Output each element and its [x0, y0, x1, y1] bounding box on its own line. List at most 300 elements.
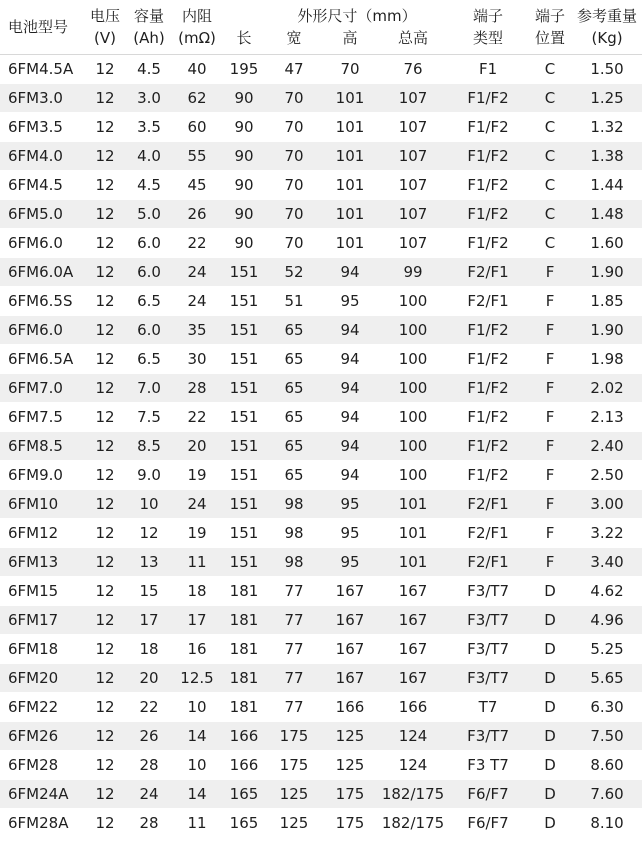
- cell-capacity: 9.0: [126, 461, 172, 490]
- cell-model: 6FM7.5: [0, 403, 84, 432]
- cell-terminal-position: D: [528, 635, 572, 664]
- cell-capacity: 8.5: [126, 432, 172, 461]
- table-row: [0, 635, 642, 664]
- cell-total-height: 124: [378, 751, 448, 780]
- cell-width: 175: [266, 751, 322, 780]
- cell-length: 151: [222, 316, 266, 345]
- table-row: [0, 171, 642, 200]
- cell-capacity: 3.5: [126, 113, 172, 142]
- cell-weight: 7.50: [572, 722, 642, 751]
- cell-height: 101: [322, 142, 378, 171]
- cell-capacity: 28: [126, 809, 172, 838]
- table-row: [0, 461, 642, 490]
- cell-length: 165: [222, 809, 266, 838]
- cell-terminal-type: F2/F1: [448, 287, 528, 316]
- cell-total-height: 76: [378, 55, 448, 84]
- cell-voltage: 12: [84, 548, 126, 577]
- table-row: [0, 345, 642, 374]
- header-width-label: 宽: [286, 29, 302, 47]
- cell-total-height: 101: [378, 519, 448, 548]
- cell-height: 101: [322, 200, 378, 229]
- cell-voltage: 12: [84, 84, 126, 113]
- cell-weight: 7.60: [572, 780, 642, 809]
- cell-model: 6FM18: [0, 635, 84, 664]
- cell-terminal-position: C: [528, 200, 572, 229]
- table-row: [0, 722, 642, 751]
- cell-weight: 2.50: [572, 461, 642, 490]
- cell-total-height: 100: [378, 432, 448, 461]
- cell-width: 77: [266, 635, 322, 664]
- header-capacity-label: 容量: [133, 7, 164, 25]
- cell-voltage: 12: [84, 229, 126, 258]
- cell-total-height: 100: [378, 403, 448, 432]
- cell-terminal-position: F: [528, 287, 572, 316]
- cell-width: 65: [266, 461, 322, 490]
- cell-terminal-type: F1/F2: [448, 316, 528, 345]
- cell-resistance: 18: [172, 577, 222, 606]
- cell-resistance: 28: [172, 374, 222, 403]
- cell-voltage: 12: [84, 693, 126, 722]
- cell-weight: 1.32: [572, 113, 642, 142]
- cell-model: 6FM6.0: [0, 229, 84, 258]
- cell-weight: 1.50: [572, 55, 642, 84]
- cell-weight: 1.90: [572, 316, 642, 345]
- cell-terminal-position: C: [528, 55, 572, 84]
- cell-voltage: 12: [84, 606, 126, 635]
- cell-weight: 1.48: [572, 200, 642, 229]
- cell-terminal-type: F1/F2: [448, 345, 528, 374]
- table-row: [0, 374, 642, 403]
- cell-terminal-type: F1/F2: [448, 200, 528, 229]
- cell-model: 6FM20: [0, 664, 84, 693]
- cell-width: 98: [266, 519, 322, 548]
- cell-resistance: 14: [172, 722, 222, 751]
- cell-voltage: 12: [84, 258, 126, 287]
- cell-terminal-position: D: [528, 780, 572, 809]
- cell-voltage: 12: [84, 432, 126, 461]
- cell-capacity: 17: [126, 606, 172, 635]
- cell-capacity: 6.0: [126, 258, 172, 287]
- cell-voltage: 12: [84, 374, 126, 403]
- cell-model: 6FM3.5: [0, 113, 84, 142]
- cell-model: 6FM7.0: [0, 374, 84, 403]
- cell-capacity: 13: [126, 548, 172, 577]
- header-weight: [572, 0, 642, 55]
- cell-capacity: 4.5: [126, 171, 172, 200]
- cell-height: 94: [322, 316, 378, 345]
- cell-length: 151: [222, 258, 266, 287]
- table-row: [0, 519, 642, 548]
- cell-capacity: 26: [126, 722, 172, 751]
- cell-weight: 5.25: [572, 635, 642, 664]
- cell-resistance: 11: [172, 548, 222, 577]
- cell-terminal-position: D: [528, 722, 572, 751]
- cell-terminal-type: F3/T7: [448, 577, 528, 606]
- cell-terminal-type: F6/F7: [448, 780, 528, 809]
- cell-capacity: 24: [126, 780, 172, 809]
- cell-terminal-position: F: [528, 548, 572, 577]
- cell-length: 151: [222, 374, 266, 403]
- cell-terminal-type: F3/T7: [448, 722, 528, 751]
- cell-terminal-type: F2/F1: [448, 490, 528, 519]
- cell-capacity: 6.5: [126, 345, 172, 374]
- cell-weight: 4.62: [572, 577, 642, 606]
- cell-height: 167: [322, 577, 378, 606]
- cell-voltage: 12: [84, 113, 126, 142]
- table-row: [0, 432, 642, 461]
- cell-total-height: 101: [378, 490, 448, 519]
- cell-length: 90: [222, 84, 266, 113]
- cell-height: 101: [322, 84, 378, 113]
- cell-total-height: 107: [378, 84, 448, 113]
- cell-width: 52: [266, 258, 322, 287]
- cell-height: 95: [322, 548, 378, 577]
- cell-capacity: 15: [126, 577, 172, 606]
- header-position-sub: 位置: [535, 29, 566, 47]
- header-terminal-sub: 类型: [473, 29, 504, 47]
- cell-terminal-position: D: [528, 809, 572, 838]
- header-model-label: 电池型号: [8, 18, 69, 36]
- cell-weight: 1.44: [572, 171, 642, 200]
- cell-height: 167: [322, 606, 378, 635]
- cell-terminal-position: F: [528, 258, 572, 287]
- cell-total-height: 124: [378, 722, 448, 751]
- cell-weight: 8.60: [572, 751, 642, 780]
- cell-resistance: 24: [172, 258, 222, 287]
- cell-width: 65: [266, 374, 322, 403]
- cell-weight: 1.90: [572, 258, 642, 287]
- cell-resistance: 26: [172, 200, 222, 229]
- cell-length: 151: [222, 287, 266, 316]
- cell-weight: 3.40: [572, 548, 642, 577]
- cell-height: 95: [322, 490, 378, 519]
- cell-height: 167: [322, 635, 378, 664]
- cell-height: 95: [322, 287, 378, 316]
- cell-total-height: 182/175: [378, 780, 448, 809]
- cell-total-height: 100: [378, 316, 448, 345]
- cell-length: 90: [222, 200, 266, 229]
- cell-model: 6FM24A: [0, 780, 84, 809]
- cell-model: 6FM15: [0, 577, 84, 606]
- cell-terminal-type: F1/F2: [448, 84, 528, 113]
- cell-model: 6FM4.0: [0, 142, 84, 171]
- cell-voltage: 12: [84, 403, 126, 432]
- cell-weight: 3.00: [572, 490, 642, 519]
- header-model: [0, 0, 84, 55]
- cell-voltage: 12: [84, 780, 126, 809]
- cell-voltage: 12: [84, 142, 126, 171]
- header-resistance-label: 内阻: [181, 7, 212, 25]
- cell-width: 70: [266, 229, 322, 258]
- cell-capacity: 5.0: [126, 200, 172, 229]
- header-total-height-label: 总高: [397, 29, 428, 47]
- cell-height: 125: [322, 722, 378, 751]
- cell-resistance: 22: [172, 403, 222, 432]
- cell-terminal-type: F2/F1: [448, 519, 528, 548]
- header-terminal: [448, 0, 528, 55]
- cell-width: 70: [266, 113, 322, 142]
- cell-model: 6FM4.5: [0, 171, 84, 200]
- cell-capacity: 22: [126, 693, 172, 722]
- cell-terminal-position: C: [528, 84, 572, 113]
- cell-height: 175: [322, 780, 378, 809]
- cell-weight: 1.98: [572, 345, 642, 374]
- cell-resistance: 10: [172, 751, 222, 780]
- cell-length: 166: [222, 722, 266, 751]
- cell-length: 90: [222, 142, 266, 171]
- cell-terminal-position: F: [528, 432, 572, 461]
- cell-width: 125: [266, 780, 322, 809]
- cell-height: 94: [322, 374, 378, 403]
- cell-capacity: 20: [126, 664, 172, 693]
- cell-weight: 1.38: [572, 142, 642, 171]
- cell-terminal-type: F6/F7: [448, 809, 528, 838]
- cell-model: 6FM5.0: [0, 200, 84, 229]
- cell-terminal-type: F1/F2: [448, 113, 528, 142]
- cell-height: 125: [322, 751, 378, 780]
- cell-length: 151: [222, 519, 266, 548]
- cell-voltage: 12: [84, 461, 126, 490]
- cell-resistance: 24: [172, 287, 222, 316]
- cell-resistance: 19: [172, 461, 222, 490]
- cell-total-height: 166: [378, 693, 448, 722]
- cell-width: 77: [266, 577, 322, 606]
- cell-voltage: 12: [84, 55, 126, 84]
- cell-length: 181: [222, 577, 266, 606]
- cell-width: 47: [266, 55, 322, 84]
- cell-weight: 2.02: [572, 374, 642, 403]
- cell-width: 65: [266, 432, 322, 461]
- cell-capacity: 18: [126, 635, 172, 664]
- cell-model: 6FM10: [0, 490, 84, 519]
- table-row: [0, 403, 642, 432]
- cell-terminal-position: D: [528, 606, 572, 635]
- cell-terminal-type: F1/F2: [448, 374, 528, 403]
- table-row: [0, 258, 642, 287]
- cell-weight: 2.40: [572, 432, 642, 461]
- cell-total-height: 99: [378, 258, 448, 287]
- cell-length: 90: [222, 229, 266, 258]
- cell-weight: 5.65: [572, 664, 642, 693]
- cell-terminal-type: F1/F2: [448, 142, 528, 171]
- cell-voltage: 12: [84, 809, 126, 838]
- cell-width: 98: [266, 548, 322, 577]
- cell-resistance: 22: [172, 229, 222, 258]
- cell-capacity: 7.5: [126, 403, 172, 432]
- cell-total-height: 167: [378, 577, 448, 606]
- cell-width: 175: [266, 722, 322, 751]
- table-row: [0, 577, 642, 606]
- cell-weight: 2.13: [572, 403, 642, 432]
- header-dimensions: [266, 0, 448, 55]
- cell-voltage: 12: [84, 287, 126, 316]
- cell-weight: 1.60: [572, 229, 642, 258]
- cell-capacity: 12: [126, 519, 172, 548]
- cell-total-height: 182/175: [378, 809, 448, 838]
- table-row: [0, 490, 642, 519]
- cell-total-height: 100: [378, 287, 448, 316]
- cell-total-height: 100: [378, 345, 448, 374]
- table-row: [0, 809, 642, 838]
- cell-width: 70: [266, 200, 322, 229]
- header-position: [528, 0, 572, 55]
- cell-weight: 8.10: [572, 809, 642, 838]
- cell-model: 6FM17: [0, 606, 84, 635]
- cell-width: 51: [266, 287, 322, 316]
- cell-height: 94: [322, 403, 378, 432]
- cell-length: 90: [222, 113, 266, 142]
- cell-height: 94: [322, 345, 378, 374]
- cell-voltage: 12: [84, 345, 126, 374]
- cell-voltage: 12: [84, 316, 126, 345]
- cell-resistance: 45: [172, 171, 222, 200]
- cell-terminal-type: F3/T7: [448, 606, 528, 635]
- cell-capacity: 6.0: [126, 229, 172, 258]
- cell-resistance: 16: [172, 635, 222, 664]
- cell-terminal-type: T7: [448, 693, 528, 722]
- cell-resistance: 55: [172, 142, 222, 171]
- cell-model: 6FM28: [0, 751, 84, 780]
- cell-voltage: 12: [84, 200, 126, 229]
- cell-width: 77: [266, 606, 322, 635]
- cell-height: 101: [322, 113, 378, 142]
- cell-resistance: 10: [172, 693, 222, 722]
- cell-weight: 4.96: [572, 606, 642, 635]
- cell-voltage: 12: [84, 577, 126, 606]
- cell-total-height: 167: [378, 635, 448, 664]
- header-resistance-unit: (mΩ): [178, 29, 216, 47]
- cell-voltage: 12: [84, 490, 126, 519]
- cell-resistance: 60: [172, 113, 222, 142]
- cell-voltage: 12: [84, 171, 126, 200]
- cell-height: 166: [322, 693, 378, 722]
- cell-model: 6FM4.5A: [0, 55, 84, 84]
- cell-length: 151: [222, 548, 266, 577]
- cell-width: 125: [266, 809, 322, 838]
- table-header: [0, 0, 642, 55]
- header-voltage-unit: (V): [94, 29, 116, 47]
- cell-capacity: 3.0: [126, 84, 172, 113]
- header-capacity-unit: (Ah): [133, 29, 165, 47]
- cell-resistance: 19: [172, 519, 222, 548]
- cell-terminal-position: F: [528, 316, 572, 345]
- cell-total-height: 107: [378, 113, 448, 142]
- cell-height: 95: [322, 519, 378, 548]
- table-row: [0, 113, 642, 142]
- cell-model: 6FM6.0A: [0, 258, 84, 287]
- cell-voltage: 12: [84, 664, 126, 693]
- header-position-label: 端子: [535, 7, 566, 25]
- cell-length: 151: [222, 490, 266, 519]
- header-capacity: [126, 0, 172, 55]
- cell-width: 65: [266, 403, 322, 432]
- header-voltage: [84, 0, 126, 55]
- cell-total-height: 167: [378, 664, 448, 693]
- cell-terminal-position: C: [528, 229, 572, 258]
- table-row: [0, 693, 642, 722]
- table-row: [0, 548, 642, 577]
- header-weight-unit: (Kg): [591, 29, 623, 47]
- header-terminal-label: 端子: [473, 7, 504, 25]
- header-voltage-label: 电压: [89, 7, 120, 25]
- cell-resistance: 17: [172, 606, 222, 635]
- cell-resistance: 24: [172, 490, 222, 519]
- table-row: [0, 664, 642, 693]
- header-resistance: [172, 0, 222, 55]
- cell-resistance: 20: [172, 432, 222, 461]
- cell-weight: 1.25: [572, 84, 642, 113]
- cell-terminal-position: D: [528, 577, 572, 606]
- cell-total-height: 167: [378, 606, 448, 635]
- cell-terminal-type: F3/T7: [448, 635, 528, 664]
- cell-capacity: 28: [126, 751, 172, 780]
- cell-model: 6FM12: [0, 519, 84, 548]
- cell-terminal-type: F1: [448, 55, 528, 84]
- cell-terminal-position: D: [528, 664, 572, 693]
- table-row: [0, 751, 642, 780]
- cell-voltage: 12: [84, 751, 126, 780]
- cell-capacity: 6.0: [126, 316, 172, 345]
- cell-width: 77: [266, 664, 322, 693]
- cell-total-height: 100: [378, 461, 448, 490]
- cell-model: 6FM22: [0, 693, 84, 722]
- cell-total-height: 107: [378, 171, 448, 200]
- cell-model: 6FM6.5A: [0, 345, 84, 374]
- table-row: [0, 84, 642, 113]
- cell-resistance: 11: [172, 809, 222, 838]
- table-row: [0, 780, 642, 809]
- cell-length: 151: [222, 345, 266, 374]
- cell-weight: 3.22: [572, 519, 642, 548]
- cell-length: 181: [222, 664, 266, 693]
- cell-capacity: 4.5: [126, 55, 172, 84]
- cell-resistance: 12.5: [172, 664, 222, 693]
- cell-terminal-position: F: [528, 374, 572, 403]
- cell-length: 151: [222, 461, 266, 490]
- cell-weight: 1.85: [572, 287, 642, 316]
- cell-model: 6FM13: [0, 548, 84, 577]
- cell-height: 101: [322, 229, 378, 258]
- cell-height: 94: [322, 258, 378, 287]
- table-row: [0, 55, 642, 84]
- cell-voltage: 12: [84, 722, 126, 751]
- cell-total-height: 100: [378, 374, 448, 403]
- cell-length: 151: [222, 432, 266, 461]
- cell-length: 90: [222, 171, 266, 200]
- table-row: [0, 287, 642, 316]
- cell-length: 181: [222, 606, 266, 635]
- cell-length: 195: [222, 55, 266, 84]
- cell-total-height: 107: [378, 142, 448, 171]
- cell-resistance: 62: [172, 84, 222, 113]
- cell-terminal-position: F: [528, 345, 572, 374]
- cell-model: 6FM3.0: [0, 84, 84, 113]
- cell-terminal-type: F2/F1: [448, 258, 528, 287]
- cell-resistance: 40: [172, 55, 222, 84]
- cell-capacity: 10: [126, 490, 172, 519]
- cell-terminal-type: F2/F1: [448, 548, 528, 577]
- cell-capacity: 4.0: [126, 142, 172, 171]
- cell-voltage: 12: [84, 635, 126, 664]
- cell-terminal-type: F1/F2: [448, 229, 528, 258]
- cell-terminal-position: F: [528, 461, 572, 490]
- header-weight-label: 参考重量: [577, 7, 638, 25]
- cell-terminal-position: F: [528, 519, 572, 548]
- cell-width: 65: [266, 345, 322, 374]
- cell-height: 94: [322, 461, 378, 490]
- cell-resistance: 35: [172, 316, 222, 345]
- cell-terminal-type: F1/F2: [448, 403, 528, 432]
